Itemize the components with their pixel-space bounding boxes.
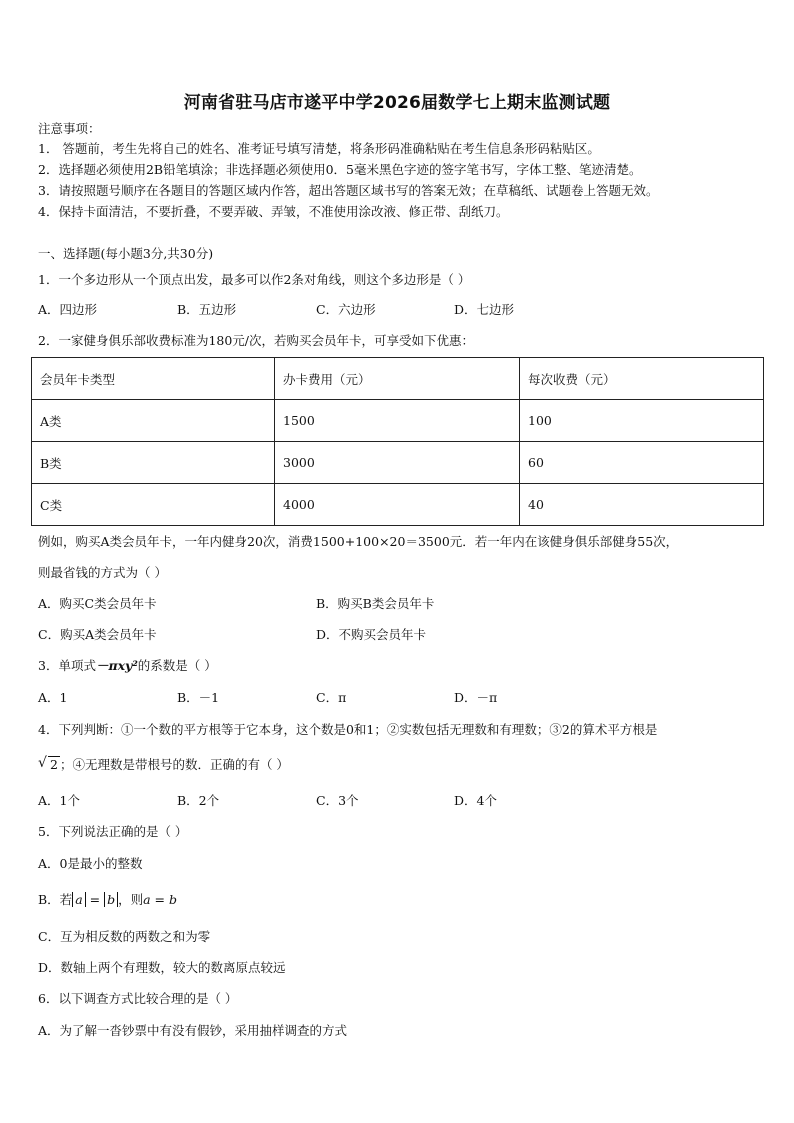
question-4-stem-cont [38,757,289,773]
q4-option-b: B．2个 [177,793,220,808]
q3-option-a: A．1 [38,690,68,705]
q3-monomial: －πxy² [95,658,138,673]
table-cell: 3000 [275,442,520,484]
q3-stem-suffix: 的系数是（ ） [137,658,217,673]
radical-sign-icon: √ [38,755,47,771]
table-cell: 1500 [275,400,520,442]
q3-option-b: B．－1 [177,690,220,705]
table-header-row [32,358,764,400]
fee-table [31,357,764,526]
question-2-ask: 则最省钱的方式为（ ） [38,565,167,580]
notice-item-1: 1． 答题前，考生先将自己的姓名、准考证号填写清楚，将条形码准确粘贴在考生信息条形码粘贴区。 [38,141,600,156]
table-header-cell: 每次收费（元） [520,358,764,400]
table-cell: 60 [520,442,764,484]
table-cell: B类 [32,442,275,484]
q5-option-b-mid: ，则 [118,892,144,907]
q2-option-d: D．不购买会员年卡 [316,627,427,642]
question-6-stem: 6．以下调查方式比较合理的是（ ） [38,991,238,1006]
abs-a: a [72,892,85,907]
question-1-stem: 1．一个多边形从一个顶点出发，最多可以作2条对角线，则这个多边形是（ ） [38,272,471,287]
table-header-cell: 会员年卡类型 [32,358,275,400]
q1-option-d: D．七边形 [454,302,515,317]
table-row [32,400,764,442]
q5-option-b-prefix: B．若 [38,892,73,907]
table-cell: A类 [32,400,275,442]
notice-item-4: 4．保持卡面清洁，不要折叠，不要弄破、弄皱，不准使用涂改液、修正带、刮纸刀。 [38,204,509,219]
q1-option-c: C．六边形 [316,302,376,317]
abs-b: b [104,892,118,907]
q5-option-b-result: a = b [143,892,177,907]
question-2-example: 例如，购买A类会员年卡，一年内健身20次，消费1500+100×20＝3500元．若一年内在该健身俱乐部健身55次， [38,534,679,549]
table-cell: 100 [520,400,764,442]
q4-option-a: A．1个 [38,793,80,808]
section-heading: 一、选择题(每小题3分,共30分) [38,246,214,261]
question-2-stem: 2．一家健身俱乐部收费标准为180元/次，若购买会员年卡，可享受如下优惠： [38,333,475,348]
table-cell: 4000 [275,484,520,526]
q4-option-c: C．3个 [316,793,359,808]
q1-option-b: B．五边形 [177,302,237,317]
question-3-stem [38,658,217,674]
notice-item-3: 3．请按照题号顺序在各题目的答题区域内作答，超出答题区域书写的答案无效；在草稿纸、试题卷上答题无效。 [38,183,659,198]
q4-option-d: D．4个 [454,793,497,808]
q5-option-a: A．0是最小的整数 [38,856,143,871]
q1-option-a: A．四边形 [38,302,98,317]
q2-option-b: B．购买B类会员年卡 [316,596,435,611]
notice-heading: 注意事项： [38,121,101,136]
q5-option-b [38,892,177,908]
page-title: 河南省驻马店市遂平中学2026届数学七上期末监测试题 [183,93,611,113]
question-5-stem: 5．下列说法正确的是（ ） [38,824,188,839]
equals-sign: = [85,892,105,907]
q2-option-a: A．购买C类会员年卡 [38,596,157,611]
q3-option-c: C．π [316,690,347,705]
table-cell: 40 [520,484,764,526]
table-row [32,442,764,484]
table-header-cell: 办卡费用（元） [275,358,520,400]
q4-stem-tail: ；④无理数是带根号的数．正确的有（ ） [59,757,289,772]
q5-option-d: D．数轴上两个有理数，较大的数离原点较远 [38,960,286,975]
q3-stem-prefix: 3．单项式 [38,658,96,673]
question-4-stem: 4．下列判断：①一个数的平方根等于它本身，这个数是0和1；②实数包括无理数和有理数；③2的算术平方根是 [38,722,658,737]
sqrt-radicand: 2 [50,757,58,772]
notice-item-2: 2．选择题必须使用2B铅笔填涂；非选择题必须使用0．5毫米黑色字迹的签字笔书写，字体工整、笔迹清楚。 [38,162,642,177]
sqrt-expression [38,757,60,773]
q2-option-c: C．购买A类会员年卡 [38,627,157,642]
q3-option-d: D．－π [454,690,498,705]
table-row [32,484,764,526]
table-cell: C类 [32,484,275,526]
q5-option-c: C．互为相反数的两数之和为零 [38,929,211,944]
q6-option-a: A．为了解一沓钞票中有没有假钞，采用抽样调查的方式 [38,1023,348,1038]
